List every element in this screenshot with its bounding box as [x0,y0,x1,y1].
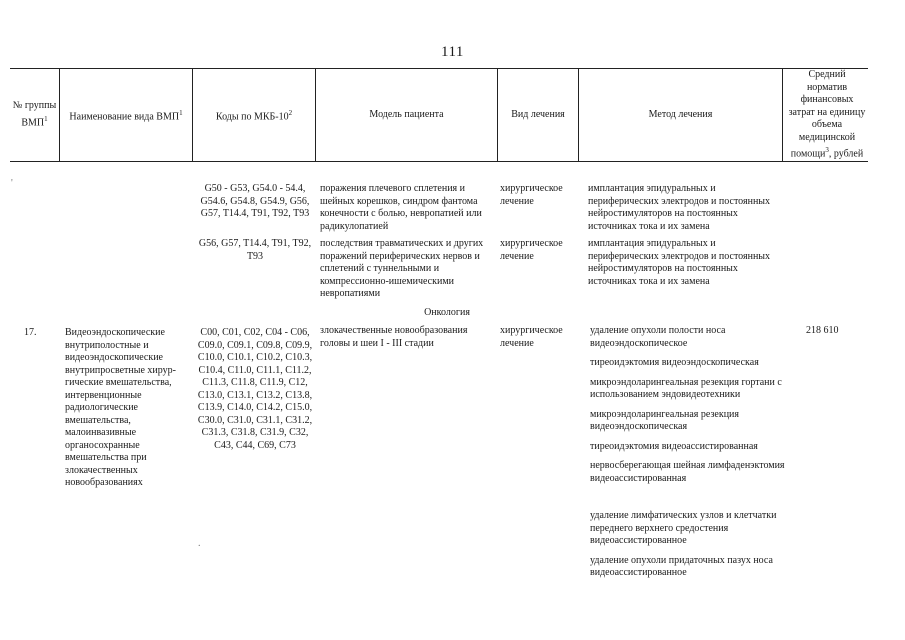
method-item: нервосберегающая шейная лимфаденэктомия видеоассистированная [590,460,785,484]
scan-mark: ' [11,178,13,189]
group-number-cell: 17. [24,327,37,338]
icd-codes-cell: G50 - G53, G54.0 - 54.4, G54.6, G54.8, G54.9, G56, G57, T14.4, T91, T92, T93 [200,183,310,219]
method-item: микроэндоларингеальная резекция видеоэндоскопическая [590,408,739,432]
scan-mark: . [198,538,201,549]
patient-model-cell: последствия травматических и других поражений периферических нервов и сплетений с туннельными и компрессионно-ишемическими невропатиями [320,238,484,299]
treatment-type-cell: хирургическое лечение [500,183,563,207]
header-group: № группы ВМП$^1$ [12,100,57,129]
method-item: удаление лимфатических узлов и клетчатки переднего верхнего средостения видеоассистированное [590,510,777,546]
header-cost: Средний норматив финансовых затрат на единицу объема медицинской помощи$^3$, рублей [788,69,866,160]
treatment-type-cell: хирургическое лечение [500,325,563,349]
section-title: Онкология [424,307,470,318]
cost-cell: 218 610 [806,325,839,336]
icd-codes-cell: G56, G57, T14.4, T91, T92, T93 [198,238,312,262]
vmp-name-cell: Видеоэндоскопические внутриполостные и видеоэндоскопические внутрипросветные хирур- гические вмешательства, интервенционные радиологические вмешательства, малоинвазивные органосохранные вмешательства при злокачественных новообразованиях [65,327,176,488]
method-item: удаление опухоли придаточных пазух носа видеоассистированное [590,554,773,578]
header-name: Наименование вида ВМП$^1$ [69,108,183,122]
treatment-type-cell: хирургическое лечение [500,238,563,262]
patient-model-cell: злокачественные новообразования головы и шеи I - III стадии [320,325,468,349]
icd-codes-cell: C00, C01, C02, C04 - C06, C09.0, C09.1, C09.8, C09.9, C10.0, C10.1, C10.2, C10.3, C10.4, C11.0, C11.1, C11.2, C11.3, C11.8, C11.9, C12, C13.0, C13.1, C13.2, C13.8, C13.9, C14.0, C14.2, C15.0, C30.0, C31.0, C31.1, C31.2, C31.3, C31.8, C31.9, C32, C43, C44, C69, C73 [197,327,313,451]
treatment-method-cell: имплантация эпидуральных и периферических электродов и постоянных нейростимуляторов на постоянных источниках тока и их замена [588,238,771,287]
method-list [590,325,786,492]
header-treatment: Вид лечения [511,108,565,120]
header-codes: Коды по МКБ-$10^2$ [215,108,293,122]
method-item: удаление опухоли полости носа видеоэндоскопическое [590,325,726,349]
patient-model-cell: поражения плечевого сплетения и шейных корешков, синдром фантома конечности с болью, невропатией или радикулопатией [320,183,482,232]
method-item: тиреоидэктомия видеоэндоскопическая [590,357,759,368]
method-item: микроэндоларингеальная резекция гортани с использованием эндовидеотехники [590,376,782,400]
method-item: тиреоидэктомия видеоассистированная [590,440,758,452]
treatment-method-cell: имплантация эпидуральных и периферических электродов и постоянных нейростимуляторов на постоянных источниках тока и их замена [588,183,771,232]
header-method: Метод лечения [648,108,713,120]
header-divider [782,68,783,162]
header-model: Модель пациента [369,108,444,120]
method-list [590,510,780,587]
page-number: 111 [441,44,464,60]
